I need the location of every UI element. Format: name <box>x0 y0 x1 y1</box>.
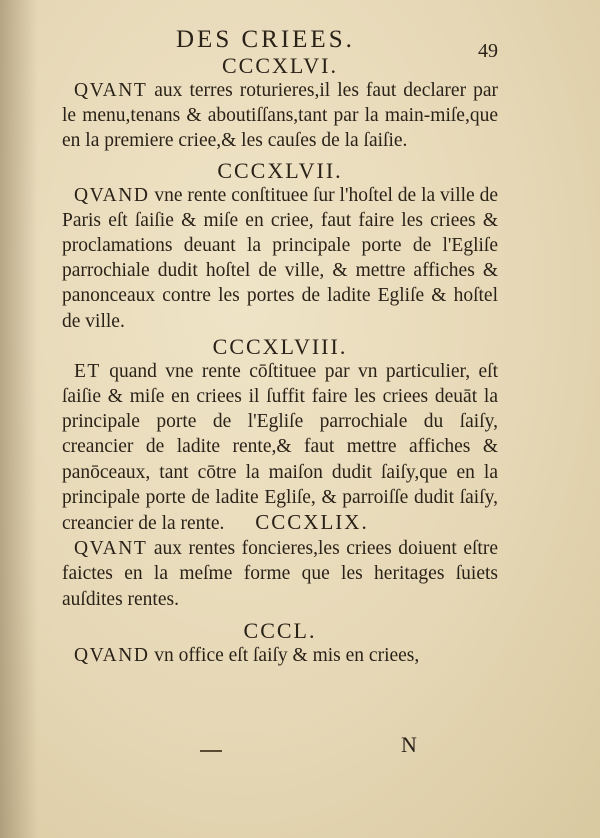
paragraph-lead-349: QVANT <box>74 538 148 560</box>
folio-number: 49 <box>478 40 498 62</box>
spine-shadow <box>0 0 38 838</box>
paragraph-text-347: vne rente conſtituee ſur l'hoſtel de la ville de Paris eſt ſaiſie & miſe en criee, faut faire les criees & proclamations deuant la principale porte de l'Egliſe parrochiale dudit hoſtel de ville, & mettre affiches & panonceaux contre les portes de ladite Egliſe & hoſtel de ville. <box>62 184 499 332</box>
paragraph-lead-346: QVANT <box>74 80 148 101</box>
paragraph-text-349: aux rentes foncieres,les criees doiuent eſtre faictes en la meſme forme que les heritages ſuiets auſdites rentes. <box>62 538 498 610</box>
section-heading-347: CCCXLVII. <box>217 157 343 183</box>
paragraph-347 <box>62 183 498 334</box>
paragraph-text-350: vn office eſt ſaiſy & mis en criees, <box>154 644 420 666</box>
paragraph-348 <box>62 359 498 536</box>
paragraph-lead-347: QVAND <box>74 184 150 206</box>
paragraph-350 <box>62 643 498 668</box>
section-heading-349: CCCXLIX. <box>255 510 369 535</box>
section-heading-350: CCCL. <box>243 617 317 643</box>
signature-mark: N <box>401 732 417 757</box>
paragraph-text-346: aux terres roturieres,il les faut declarer par le menu,tenans & aboutiſſans,tant par la main-miſe,que en la premiere criee,& les cauſes de la ſaiſie. <box>62 80 498 152</box>
section-heading-348: CCCXLVIII. <box>212 333 348 359</box>
paragraph-lead-348: ET <box>74 360 101 382</box>
paragraph-349 <box>62 536 498 612</box>
running-head: DES CRIEES. <box>176 26 355 53</box>
paragraph-text-348: quand vne rente cōſtituee par vn particulier, eſt ſaiſie & miſe en criees il ſuffit faire les criees deuāt la principale porte de l'Egliſe parrochiale du ſaiſy, creancier de ladite rente,& faut mettre affiches & panōceaux, tant cōtre la maiſon dudit ſaiſy,que en la principale porte de ladite Egliſe, & parroiſſe dudit ſaiſy, creancier de la rente. <box>62 360 499 535</box>
main-text-block <box>62 53 498 668</box>
ornament-rule <box>200 750 222 752</box>
paragraph-346 <box>62 78 498 154</box>
paragraph-lead-350: QVAND <box>74 644 150 666</box>
section-heading-346: CCCXLVI. <box>221 53 339 78</box>
